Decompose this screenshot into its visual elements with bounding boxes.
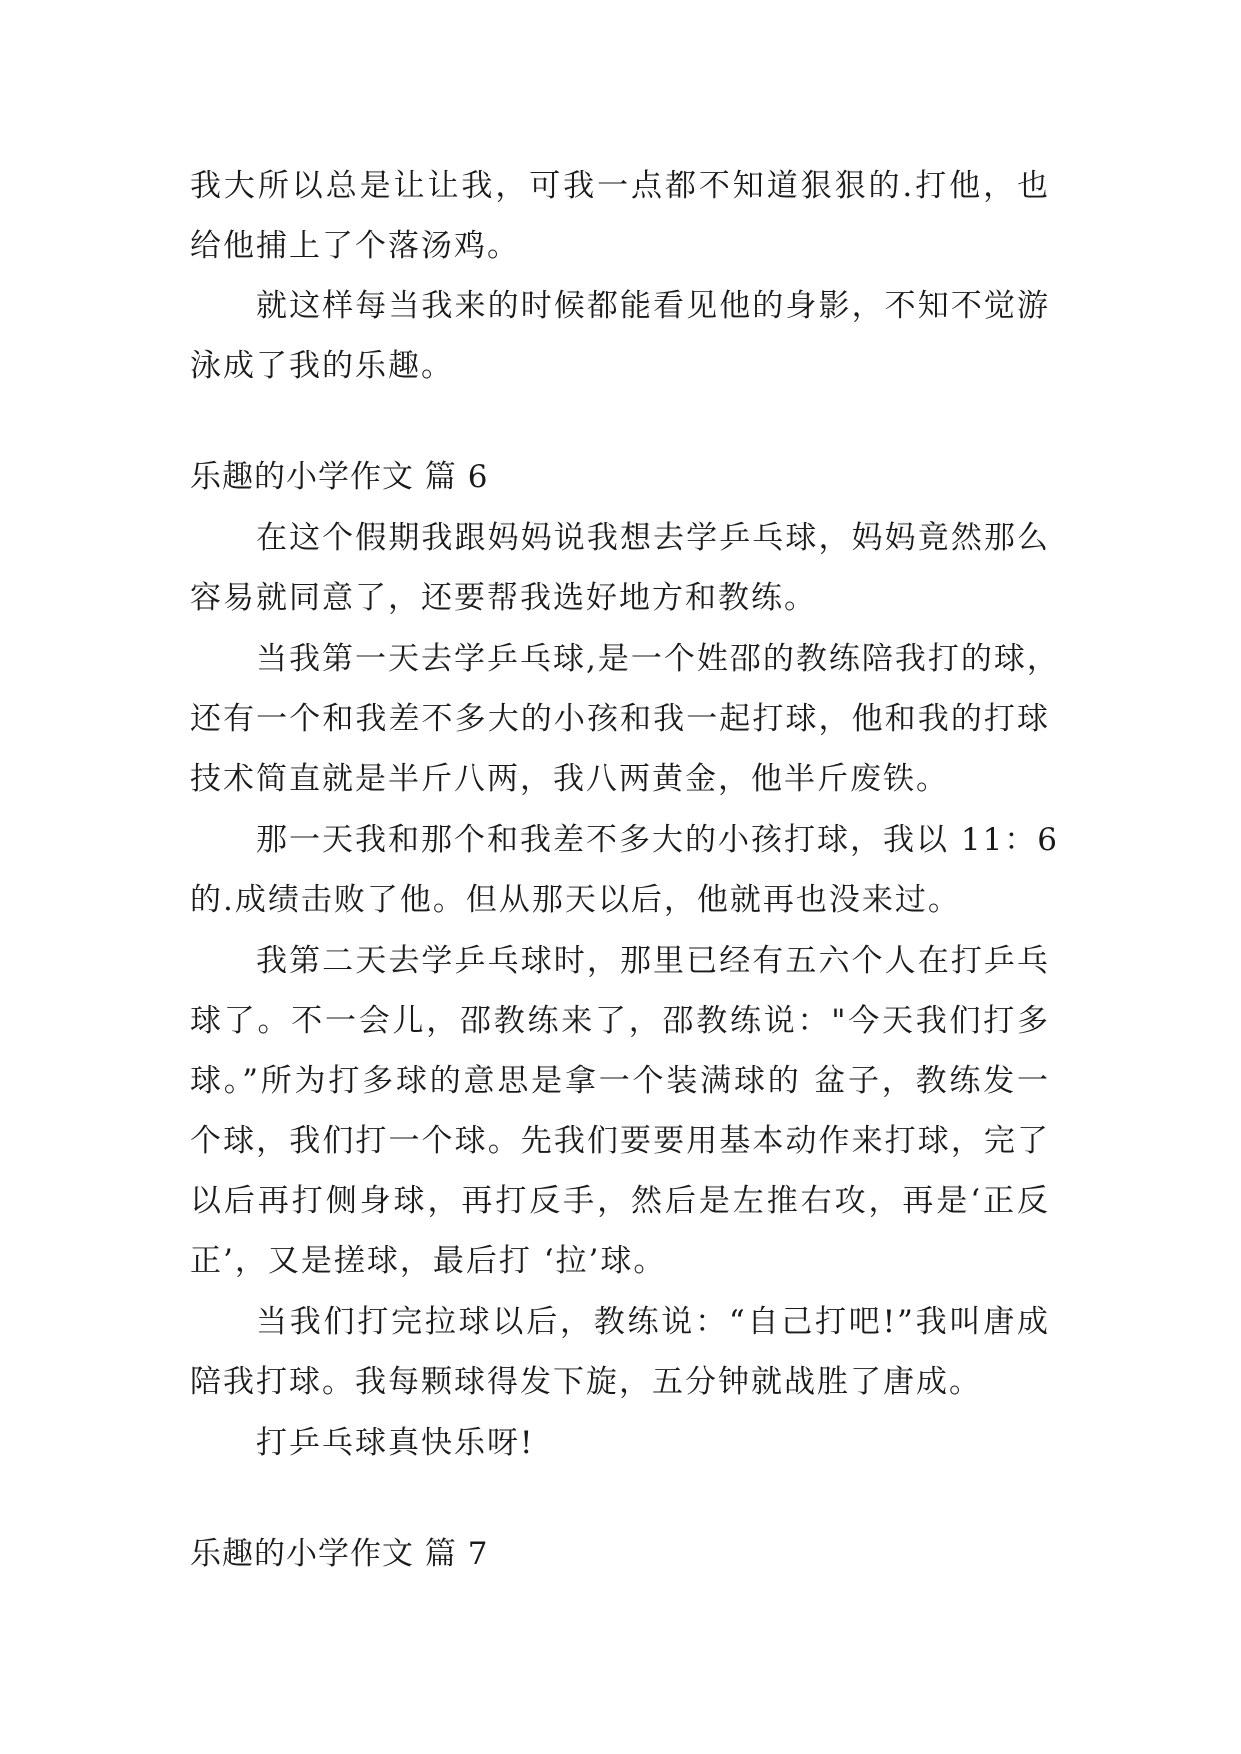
paragraph-line: 以后再打侧身球，再打反手，然后是左推右攻，再是‘正反 (190, 1183, 1050, 1219)
paragraph-line: 就这样每当我来的时候都能看见他的身影，不知不觉游 (256, 288, 1050, 324)
paragraph-line: 打乒乓球真快乐呀! (256, 1425, 535, 1461)
paragraph-line: 球了。不一会儿，邵教练来了，邵教练说："今天我们打多 (190, 1003, 1050, 1039)
paragraph-line: 给他捕上了个落汤鸡。 (190, 228, 520, 264)
paragraph-line: 陪我打球。我每颗球得发下旋，五分钟就战胜了唐成。 (190, 1364, 982, 1400)
paragraph-line: 在这个假期我跟妈妈说我想去学乒乓球，妈妈竟然那么 (256, 520, 1050, 556)
paragraph-line: 我大所以总是让让我，可我一点都不知道狠狠的.打他，也 (190, 168, 1050, 204)
paragraph-line: 正’，又是搓球，最后打 ‘拉’球。 (190, 1243, 667, 1279)
section-heading: 乐趣的小学作文 篇 7 (190, 1536, 489, 1572)
paragraph-line: 那一天我和那个和我差不多大的小孩打球，我以 11：6 (256, 822, 1060, 858)
paragraph-line: 容易就同意了，还要帮我选好地方和教练。 (190, 580, 817, 616)
paragraph-line: 球。”所为打多球的意思是拿一个装满球的 盆子，教练发一 (190, 1063, 1050, 1099)
paragraph-line: 技术简直就是半斤八两，我八两黄金，他半斤废铁。 (190, 761, 949, 797)
paragraph-line: 当我们打完拉球以后，教练说：“自己打吧!”我叫唐成 (256, 1304, 1050, 1340)
paragraph-line: 我第二天去学乒乓球时，那里已经有五六个人在打乒乓 (256, 943, 1050, 979)
paragraph-line: 的.成绩击败了他。但从那天以后，他就再也没来过。 (190, 882, 961, 918)
paragraph-line: 个球，我们打一个球。先我们要要用基本动作来打球，完了 (190, 1123, 1050, 1159)
section-heading: 乐趣的小学作文 篇 6 (190, 459, 489, 495)
paragraph-line: 泳成了我的乐趣。 (190, 348, 454, 384)
paragraph-line: 还有一个和我差不多大的小孩和我一起打球，他和我的打球 (190, 701, 1050, 737)
paragraph-line: 当我第一天去学乒乓球,是一个姓邵的教练陪我打的球， (256, 641, 1060, 677)
